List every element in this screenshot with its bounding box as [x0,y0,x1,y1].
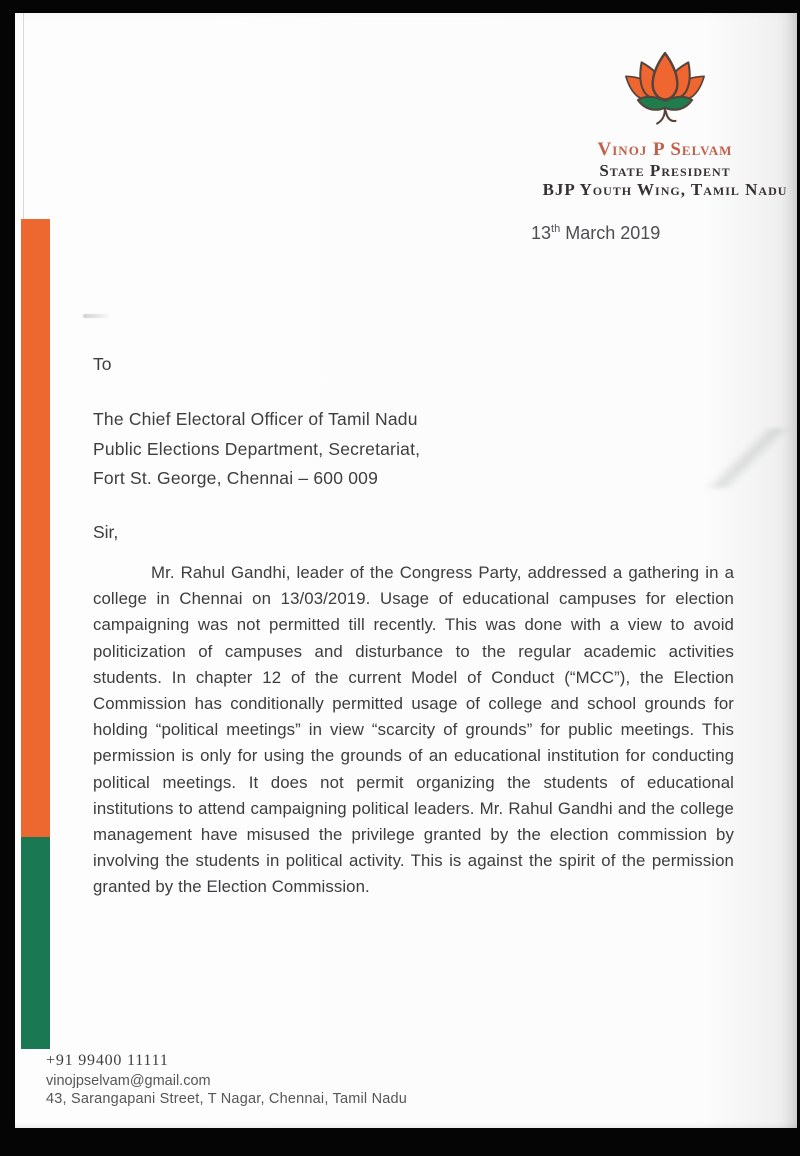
street-address: 43, Sarangapani Street, T Nagar, Chennai, Tamil Nadu [46,1091,408,1107]
recipient-address [93,405,420,494]
letter-body: Mr. Rahul Gandhi, leader of the Congress Party, addressed a gathering in a college in Chennai on 13/03/2019. Usage of educational campuses for election campaigning was not permitted till recently. This was done with a view to avoid politicization of campuses and disturbance to the regular academic activities students. In chapter 12 of the current Model of Conduct (“MCC”), the Election Commission has conditionally permitted usage of college and school grounds for holding “political meetings” in view “scarcity of grounds” for public meetings. This permission is only for using the grounds of an educational institution for conducting political meetings. It does not permit organizing the students of educational institutions to attend campaigning political leaders. Mr. Rahul Gandhi and the college management have misused the privilege granted by the election commission by involving the students in political activity. This is against the spirit of the permission granted by the Election Commission. [93,563,734,897]
saffron-stripe [21,219,50,837]
recipient-line: The Chief Electoral Officer of Tamil Nadu [93,409,418,429]
date-ordinal-suffix: th [551,223,561,235]
phone-number: +91 99400 11111 [46,1052,169,1069]
scan-edge-line [23,13,24,228]
date-month-year: March 2019 [560,223,661,243]
date-day: 13 [531,223,552,243]
salutation: Sir, [93,522,119,542]
letterhead [515,51,800,199]
recipient-line: Public Elections Department, Secretariat, [93,438,421,459]
letterhead-title: State President [599,161,731,180]
green-stripe [21,837,50,1049]
email-address: vinojpselvam@gmail.com [46,1073,211,1089]
letter-page [15,13,797,1128]
scan-crease [703,428,793,488]
to-label: To [93,354,112,374]
letter-date [531,223,660,244]
letterhead-name: Vinoj P Selvam [597,139,733,160]
contact-footer [46,1052,407,1107]
scan-smudge [83,314,111,318]
recipient-line: Fort St. George, Chennai – 600 009 [93,468,379,488]
bjp-lotus-icon [617,51,713,135]
letterhead-org: BJP Youth Wing, Tamil Nadu [542,180,788,199]
